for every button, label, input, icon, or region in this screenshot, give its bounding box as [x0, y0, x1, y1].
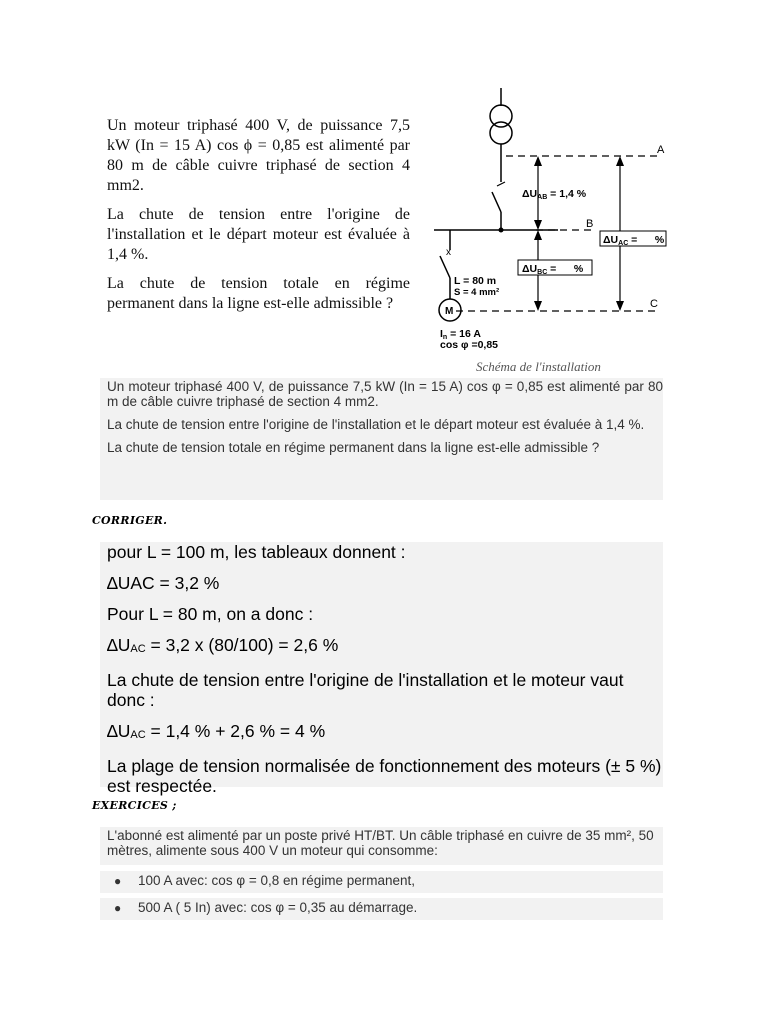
- level-c-label: C: [650, 298, 658, 310]
- exercise-intro: L'abonné est alimenté par un poste privé HT/BT. Un câble triphasé en cuivre de 35 mm², 50 mètres, alimente sous 400 V un moteur qui consomme:: [107, 828, 654, 858]
- problem-paragraph-3: La chute de tension totale en régime permanent dans la ligne est-elle admissible ?: [107, 275, 410, 312]
- installation-schematic: [426, 84, 668, 356]
- du-ac-arrowhead-bottom: [616, 301, 624, 311]
- main-switch-mark: [497, 182, 505, 186]
- list-item: [100, 898, 663, 920]
- bullet-icon: ●: [114, 901, 122, 915]
- breaker-cross: x: [446, 247, 451, 258]
- du-ab-label: ΔUAB = 1,4 %: [522, 188, 587, 201]
- correction-line-2: ∆UAC = 3,2 %: [107, 573, 220, 593]
- du-bc-label: ΔUBC = %: [522, 263, 584, 276]
- transformer-coil-top: [490, 105, 512, 127]
- list-item-text: 500 A ( 5 In) avec: cos φ = 0,35 au démarrage.: [138, 900, 418, 915]
- du-ac-arrowhead-top: [616, 156, 624, 166]
- problem-sans-paragraph-2: La chute de tension entre l'origine de l'installation et le départ moteur est évaluée à 1,4 %.: [107, 417, 645, 432]
- du-bc-arrowhead-top: [534, 230, 542, 240]
- cable-section-label: S = 4 mm²: [454, 287, 500, 298]
- du-ac-label: ΔUAC = %: [603, 234, 665, 247]
- corriger-heading: CORRIGER.: [92, 514, 168, 527]
- exercices-heading: EXERCICES ;: [92, 799, 177, 812]
- motor-switch: [440, 256, 450, 278]
- correction-line-3: Pour L = 80 m, on a donc :: [107, 604, 314, 624]
- correction-line-4: $\Delta U_{AC} = 3,2$ x (80/100) = 2,6 %: [107, 635, 339, 655]
- du-ab-arrowhead-bottom: [534, 220, 542, 230]
- transformer-coil-bottom: [490, 122, 512, 144]
- problem-sans-paragraph-1: Un moteur triphasé 400 V, de puissance 7,5 kW (In = 15 A) cos φ = 0,85 est alimenté par 80 m de câble cuivre triphasé de section 4 mm2.: [107, 379, 663, 409]
- du-ab-arrowhead-top: [534, 156, 542, 166]
- problem-sans-paragraph-3: La chute de tension totale en régime permanent dans la ligne est-elle admissible ?: [107, 440, 600, 455]
- list-item-text: 100 A avec: cos φ = 0,8 en régime permanent,: [138, 873, 416, 888]
- problem-statement-serif: [107, 116, 410, 323]
- bullet-icon: ●: [114, 874, 122, 888]
- problem-paragraph-1: Un moteur triphasé 400 V, de puissance 7,5 kW (In = 15 A) cos ϕ = 0,85 est alimenté par 80 m de câble cuivre triphasé de section 4 mm2.: [107, 117, 410, 194]
- cable-length-label: L = 80 m: [454, 275, 497, 287]
- list-item: [100, 871, 663, 893]
- level-b-label: B: [586, 218, 594, 230]
- nominal-current-label: In = 16 A: [440, 328, 481, 341]
- busbar-node: [499, 228, 504, 233]
- correction-line-5: La chute de tension entre l'origine de l'installation et le moteur vaut donc :: [107, 670, 624, 710]
- correction-block: [100, 542, 663, 796]
- correction-line-6: $\Delta U_{AC} = 1,4$ % + 2,6 % = 4 %: [107, 721, 326, 741]
- main-switch: [492, 192, 501, 212]
- level-a-label: A: [657, 144, 665, 156]
- du-bc-arrowhead-bottom: [534, 301, 542, 311]
- motor-label: M: [445, 306, 454, 317]
- cos-phi-label: cos φ =0,85: [440, 339, 499, 351]
- exercise-intro-block: [100, 827, 663, 865]
- schema-caption: Schéma de l'installation: [476, 359, 601, 374]
- correction-line-1: pour L = 100 m, les tableaux donnent :: [107, 542, 406, 562]
- problem-paragraph-2: La chute de tension entre l'origine de l'installation et le départ moteur est évaluée à 1,4 %.: [107, 206, 410, 263]
- problem-statement-block: [100, 378, 663, 500]
- correction-line-7: La plage de tension normalisée de fonctionnement des moteurs (± 5 %) est respectée.: [107, 756, 662, 796]
